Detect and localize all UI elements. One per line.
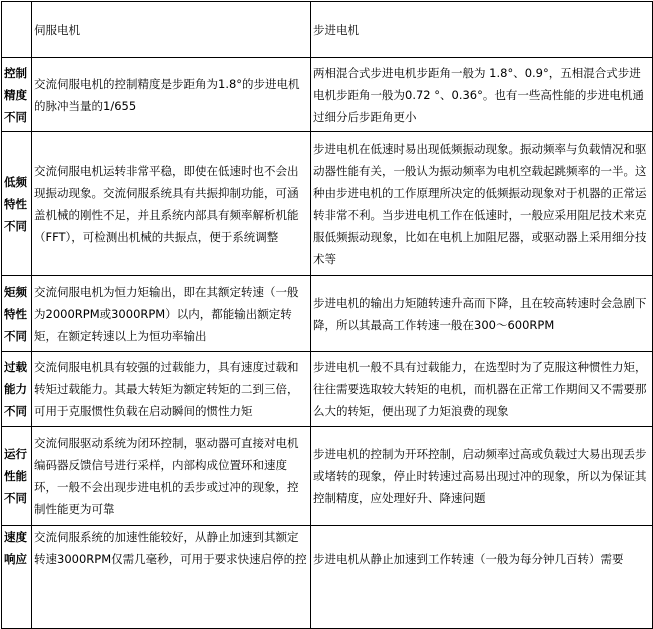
cell-stepper-low-frequency: 步进电机在低速时易出现低频振动现象。振动频率与负载情况和驱动器性能有关，一般认为振动频率为电机空载起跳频率的一半。这种由步进电机的工作原理所决定的低频振动现象对于机器的正常运转非常不利。当步进电机工作在低速时，一般应采用阻尼技术来克服低频振动现象，比如在电机上加阻尼器，或驱动器上采用细分技术等 — [311, 132, 653, 276]
row-label-overload: 过载能力不同 — [2, 352, 32, 427]
table-header-row — [2, 2, 653, 58]
row-label-precision: 控制精度不同 — [2, 58, 32, 132]
cell-stepper-precision: 两相混合式步进电机步距角一般为 1.8°、0.9°，五相混合式步进电机步距角一般为0.72 °、0.36°。也有一些高性能的步进电机通过细分后步距角更小 — [311, 58, 653, 132]
cell-stepper-torque-frequency: 步进电机的输出力矩随转速升高而下降，且在较高转速时会急剧下降，所以其最高工作转速一般在300～600RPM — [311, 276, 653, 352]
cell-servo-performance: 交流伺服驱动系统为闭环控制，驱动器可直接对电机编码器反馈信号进行采样，内部构成位置环和速度环，一般不会出现步进电机的丢步或过冲的现象，控制性能更为可靠 — [32, 427, 311, 526]
table-row — [2, 58, 653, 132]
row-label-performance: 运行性能不同 — [2, 427, 32, 526]
cell-servo-speed-response: 交流伺服系统的加速性能较好，从静止加速到其额定转速3000RPM仅需几毫秒，可用于要求快速启停的控 — [32, 526, 311, 629]
cell-servo-low-frequency: 交流伺服电机运转非常平稳，即使在低速时也不会出现振动现象。交流伺服系统具有共振抑制功能，可涵盖机械的刚性不足，并且系统内部具有频率解析机能（FFT），可检测出机械的共振点，便于系统调整 — [32, 132, 311, 276]
row-label-low-frequency: 低频特性不同 — [2, 132, 32, 276]
table-row — [2, 132, 653, 276]
column-header-stepper: 步进电机 — [311, 2, 653, 58]
table-row — [2, 526, 653, 629]
cell-stepper-performance: 步进电机的控制为开环控制，启动频率过高或负载过大易出现丢步或堵转的现象，停止时转速过高易出现过冲的现象，所以为保证其控制精度，应处理好升、降速问题 — [311, 427, 653, 526]
row-label-speed-response: 速度响应 — [2, 526, 32, 629]
table-row — [2, 352, 653, 427]
corner-cell — [2, 2, 32, 58]
table-row — [2, 427, 653, 526]
column-header-servo: 伺服电机 — [32, 2, 311, 58]
row-label-torque-frequency: 矩频特性不同 — [2, 276, 32, 352]
comparison-table — [1, 1, 653, 629]
cell-stepper-speed-response: 步进电机从静止加速到工作转速（一般为每分钟几百转）需要 — [311, 526, 653, 629]
cell-servo-precision: 交流伺服电机的控制精度是步距角为1.8°的步进电机的脉冲当量的1/655 — [32, 58, 311, 132]
cell-stepper-overload: 步进电机一般不具有过载能力，在选型时为了克服这种惯性力矩，往往需要选取较大转矩的电机，而机器在正常工作期间又不需要那么大的转矩，便出现了力矩浪费的现象 — [311, 352, 653, 427]
cell-servo-torque-frequency: 交流伺服电机为恒力矩输出，即在其额定转速（一般为2000RPM或3000RPM）以内，都能输出额定转矩，在额定转速以上为恒功率输出 — [32, 276, 311, 352]
cell-servo-overload: 交流伺服电机具有较强的过载能力，具有速度过载和转矩过载能力。其最大转矩为额定转矩的二到三倍，可用于克服惯性负载在启动瞬间的惯性力矩 — [32, 352, 311, 427]
table-row — [2, 276, 653, 352]
